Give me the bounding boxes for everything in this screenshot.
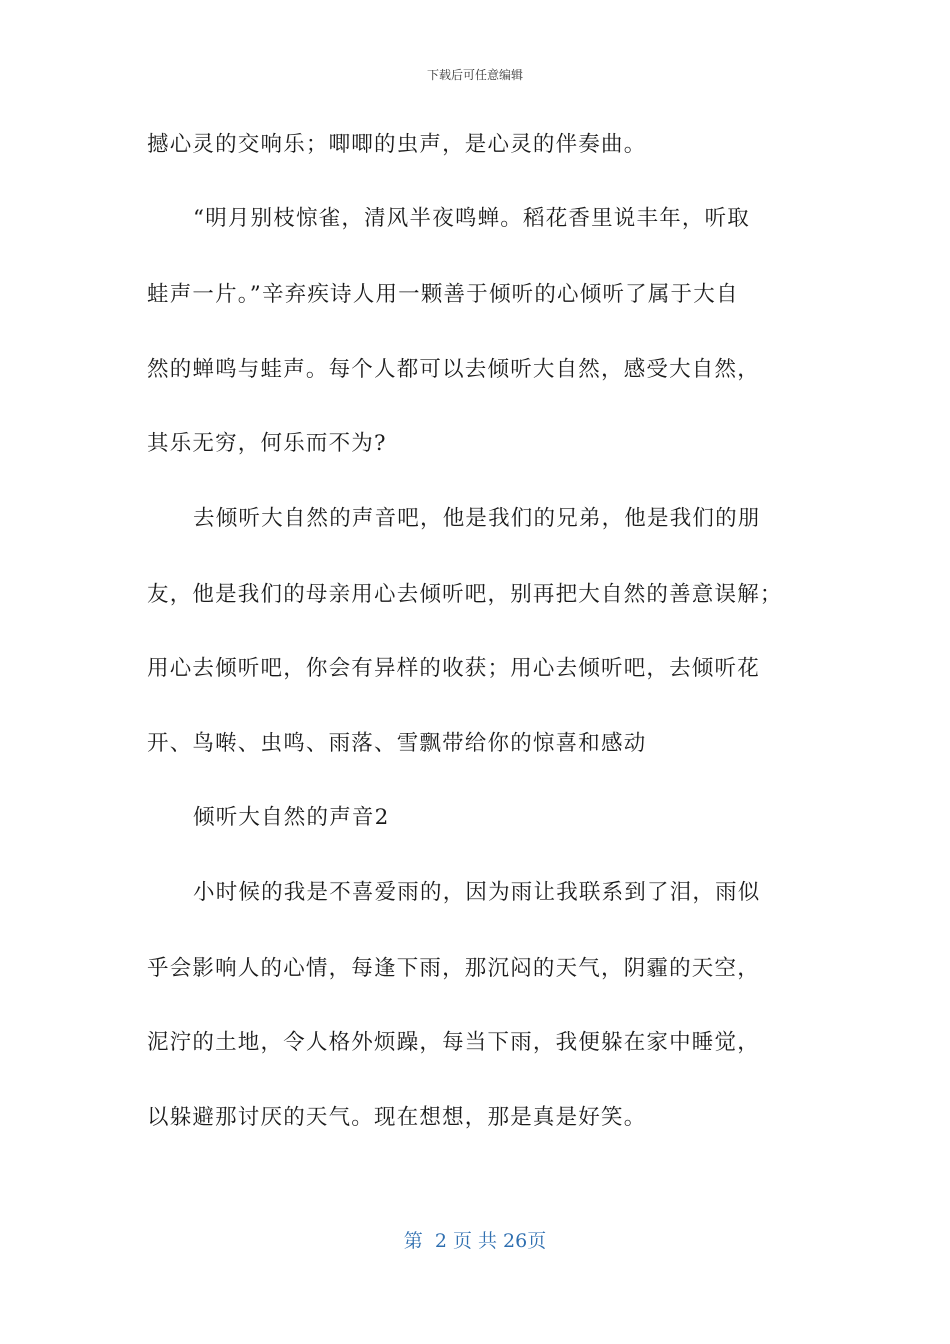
- text-line: 用心去倾听吧，你会有异样的收获；用心去倾听吧，去倾听花: [147, 656, 760, 681]
- text-line: “明月别枝惊雀，清风半夜鸣蝉。稻花香里说丰年，听取: [193, 206, 750, 231]
- text-line: 开、鸟啭、虫鸣、雨落、雪飘带给你的惊喜和感动: [147, 731, 647, 756]
- text-line: 其乐无穷，何乐而不为?: [147, 431, 387, 456]
- text-line: 然的蝉鸣与蛙声。每个人都可以去倾听大自然，感受大自然，: [147, 357, 760, 382]
- section-heading: 倾听大自然的声音2: [193, 805, 390, 830]
- text-line: 以躲避那讨厌的天气。现在想想，那是真是好笑。: [147, 1105, 647, 1130]
- text-line: 泥泞的土地，令人格外烦躁，每当下雨，我便躲在家中睡觉，: [147, 1030, 760, 1055]
- text-line: 撼心灵的交响乐；唧唧的虫声，是心灵的伴奏曲。: [147, 132, 647, 157]
- page-header: 下载后可任意编辑: [426, 68, 523, 82]
- text-line: 蛙声一片。”辛弃疾诗人用一颗善于倾听的心倾听了属于大自: [147, 282, 739, 307]
- text-line: 去倾听大自然的声音吧，他是我们的兄弟，他是我们的朋: [193, 506, 761, 531]
- text-line: 乎会影响人的心情，每逢下雨，那沉闷的天气，阴霾的天空，: [147, 956, 760, 981]
- text-line: 友，他是我们的母亲用心去倾听吧，别再把大自然的善意误解；: [147, 582, 783, 607]
- page-footer: 第 2 页 共 26页: [403, 1230, 547, 1252]
- text-line: 小时候的我是不喜爱雨的，因为雨让我联系到了泪，雨似: [193, 880, 761, 905]
